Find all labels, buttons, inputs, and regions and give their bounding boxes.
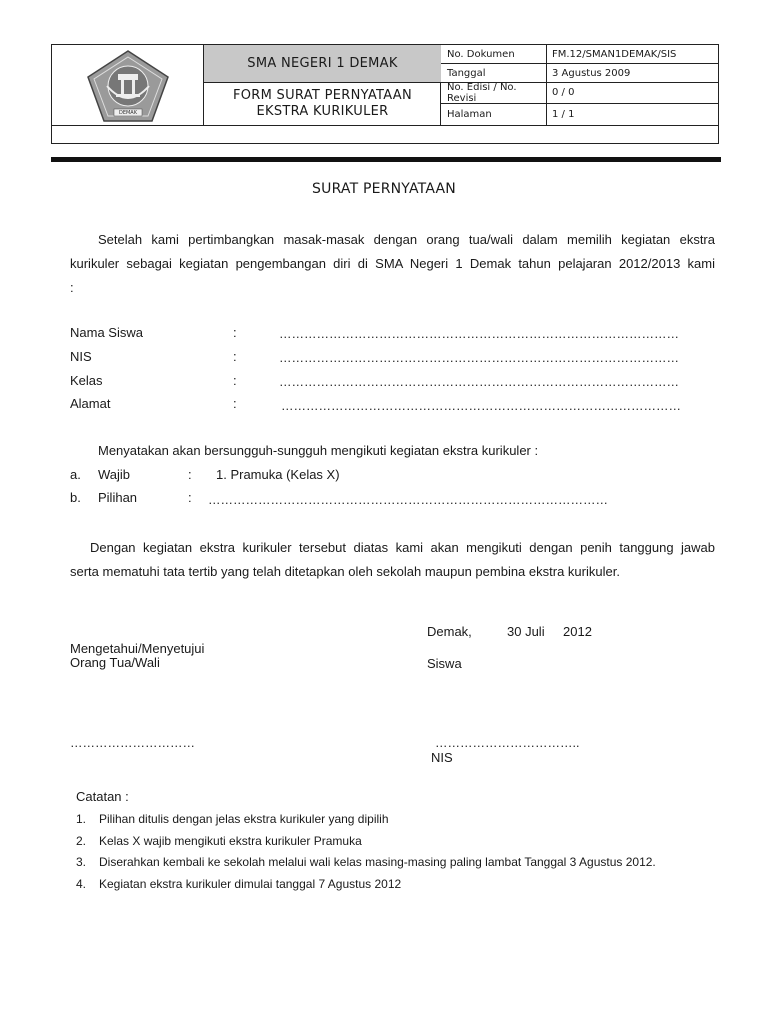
school-name: SMA NEGERI 1 DEMAK xyxy=(204,45,441,82)
note-item: Pilihan ditulis dengan jelas ekstra kurikuler yang dipilih xyxy=(99,812,389,826)
field-colon: : xyxy=(233,373,237,388)
closing-text-1: Dengan kegiatan ekstra kurikuler tersebut diatas kami akan mengikuti dengan penih tanggung jawab xyxy=(90,540,715,555)
intro-text-2: kurikuler sebagai kegiatan pengembangan diri di SMA Negeri 1 Demak tahun pelajaran 2012/2013 kami xyxy=(70,256,715,271)
choice-value-mandatory: 1. Pramuka (Kelas X) xyxy=(216,467,340,482)
note-number: 1. xyxy=(76,812,87,826)
field-dots-name[interactable]: …………………………………………………………………………………… xyxy=(279,327,679,341)
field-label-class: Kelas xyxy=(70,373,103,388)
note-number: 4. xyxy=(76,877,87,891)
statement-text: Menyatakan akan bersungguh-sungguh mengikuti kegiatan ekstra kurikuler : xyxy=(98,443,539,458)
choice-label-optional: Pilihan xyxy=(98,490,138,505)
form-title-line2: EKSTRA KURIKULER xyxy=(256,104,389,119)
page-title: SURAT PERNYATAAN xyxy=(312,181,456,197)
signature-date: 30 Juli xyxy=(507,624,545,639)
field-label-nis: NIS xyxy=(70,349,92,364)
signature-nis-label: NIS xyxy=(431,750,453,765)
note-item: Kelas X wajib mengikuti ekstra kurikuler Pramuka xyxy=(99,834,362,848)
meta-value-date: 3 Agustus 2009 xyxy=(552,68,631,79)
field-colon: : xyxy=(233,396,237,411)
signature-left-heading: Mengetahui/Menyetujui xyxy=(70,641,205,656)
choice-letter: a. xyxy=(70,467,81,482)
note-item: Diserahkan kembali ke sekolah melalui wali kelas masing-masing paling lambat Tanggal 3 Agustus 2012. xyxy=(99,855,656,869)
school-logo xyxy=(85,48,171,124)
choice-value-optional[interactable]: …………………………………………………………………………………… xyxy=(208,493,608,507)
meta-label-doc-number: No. Dokumen xyxy=(447,49,515,60)
signature-year: 2012 xyxy=(563,624,592,639)
signature-left-line[interactable]: ………………………… xyxy=(70,736,195,750)
meta-label-edition: No. Edisi / No. Revisi xyxy=(447,82,517,104)
header-divider xyxy=(546,45,547,125)
signature-right-line[interactable]: …………………………….. xyxy=(435,736,580,750)
signature-left-role: Orang Tua/Wali xyxy=(70,655,160,670)
document-header-table xyxy=(51,44,719,144)
intro-text-1: Setelah kami pertimbangkan masak-masak dengan orang tua/wali dalam memilih kegiatan ekstra xyxy=(98,232,715,247)
field-label-name: Nama Siswa xyxy=(70,325,143,340)
field-colon: : xyxy=(233,325,237,340)
header-separator-rule xyxy=(51,157,721,162)
notes-heading: Catatan : xyxy=(76,789,129,804)
choice-colon: : xyxy=(188,467,192,482)
form-title xyxy=(204,83,441,125)
meta-value-page: 1 / 1 xyxy=(552,109,575,120)
intro-line-3: : xyxy=(70,280,74,295)
note-number: 3. xyxy=(76,855,87,869)
note-item: Kegiatan ekstra kurikuler dimulai tanggal 7 Agustus 2012 xyxy=(99,877,402,891)
field-dots-nis[interactable]: …………………………………………………………………………………… xyxy=(279,351,679,365)
form-title-line1: FORM SURAT PERNYATAAN xyxy=(232,88,413,103)
closing-line-2: serta mematuhi tata tertib yang telah ditetapkan oleh sekolah maupun pembina ekstra kurikuler. xyxy=(70,564,620,579)
meta-value-edition: 0 / 0 xyxy=(552,87,575,98)
signature-place: Demak, xyxy=(427,624,472,639)
logo-caption: DEMAK xyxy=(118,110,138,116)
header-divider xyxy=(440,63,719,64)
choice-label-mandatory: Wajib xyxy=(98,467,131,482)
choice-letter: b. xyxy=(70,490,81,505)
field-label-address: Alamat xyxy=(70,396,111,411)
field-dots-address[interactable]: …………………………………………………………………………………… xyxy=(281,399,681,413)
meta-value-doc-number: FM.12/SMAN1DEMAK/SIS xyxy=(552,49,677,60)
header-divider xyxy=(52,125,719,126)
field-colon: : xyxy=(233,349,237,364)
note-number: 2. xyxy=(76,834,87,848)
meta-label-date: Tanggal xyxy=(447,68,486,79)
field-dots-class[interactable]: …………………………………………………………………………………… xyxy=(279,375,679,389)
signature-right-role: Siswa xyxy=(427,656,462,671)
choice-colon: : xyxy=(188,490,192,505)
meta-label-page: Halaman xyxy=(447,109,492,120)
